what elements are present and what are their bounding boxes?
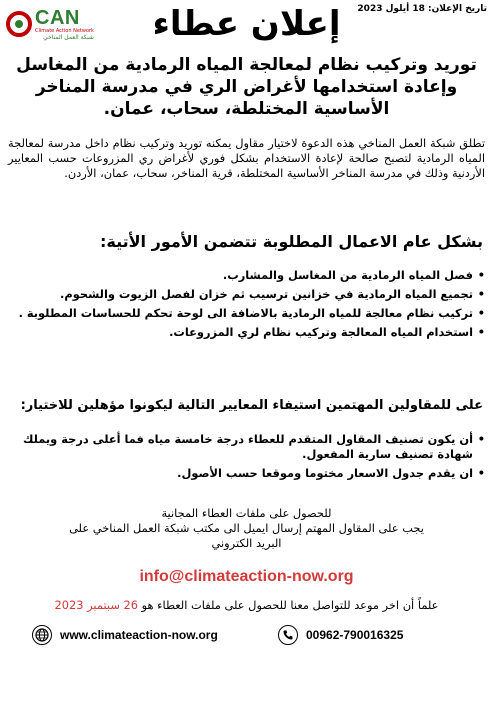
project-title-line: توريد وتركيب نظام لمعالجة المياه الرمادية من المغاسل bbox=[16, 55, 477, 75]
page-title: إعلان عطاء bbox=[152, 4, 341, 44]
list-item: • فصل المياه الرمادية من المغاسل والمشارب. bbox=[8, 268, 485, 283]
announcement-date: تاريخ الإعلان: 18 أيلول 2023 bbox=[357, 4, 487, 14]
list-item: • استخدام المياه المعالجة وتركيب نظام لري المزروعات. bbox=[8, 325, 485, 340]
free-files-note bbox=[20, 506, 473, 551]
logo-brand: CAN bbox=[35, 6, 80, 29]
list-item: • تجميع المياه الرمادية في خزانين ترسيب ثم خزان لفصل الزيوت والشحوم. bbox=[8, 287, 485, 302]
works-heading: بشكل عام الاعمال المطلوبة تتضمن الأمور الأتية: bbox=[100, 232, 483, 251]
project-title-line: وإعادة استخدامها لأغراض الري في مدرسة المناخر bbox=[35, 77, 458, 97]
phone-icon bbox=[278, 625, 298, 645]
list-item: • تركيب نظام معالجة للمياه الرمادية بالاضافة الى لوحة تحكم للحساسات المطلوبة . bbox=[8, 306, 485, 321]
intro-paragraph: تطلق شبكة العمل المناخي هذه الدعوة لاختيار مقاول يمكنه توريد وتركيب نظام داخل مدرسة لمعالجة المياه الرمادية لتصبح صالحة لإعادة الاستخدام بشكل فوري لأغراض ري المزروعات حسب المعايير الأردنية وذلك في مدرسة المناخر الأساسية المختلطة، قرية المناخر، سحاب، عمان، الأردن. bbox=[8, 136, 485, 180]
logo-subtitle: Climate Action Network bbox=[35, 27, 94, 34]
globe-icon bbox=[32, 625, 52, 645]
free-files-line: البريد الكتروني bbox=[211, 536, 282, 550]
list-item: • أن يكون تصنيف المقاول المتقدم للعطاء درجة خامسة مياه فما أعلى درجة ويملك شهادة تصنيف سارية المفعول. bbox=[8, 432, 485, 462]
deadline-text: علماً أن اخر موعد للتواصل معنا للحصول على ملفات العطاء هو bbox=[141, 598, 439, 612]
contact-email-link[interactable]: info@climateaction-now.org bbox=[139, 568, 354, 585]
deadline-note bbox=[0, 598, 493, 612]
works-list bbox=[8, 268, 485, 344]
footer-website bbox=[32, 624, 218, 646]
phone-number[interactable]: 00962-790016325 bbox=[306, 628, 404, 642]
project-title bbox=[14, 54, 479, 120]
list-item: • ان يقدم جدول الاسعار مختوما وموقعا حسب الأصول. bbox=[8, 466, 485, 481]
requirements-heading: على للمقاولين المهتمين استيفاء المعايير التالية ليكونوا مؤهلين للاختيار: bbox=[20, 398, 483, 413]
website-link[interactable]: www.climateaction-now.org bbox=[60, 628, 218, 642]
free-files-line: للحصول على ملفات العطاء المجانية bbox=[161, 506, 332, 520]
logo-arabic: شبكة العمل المناخي bbox=[43, 33, 94, 41]
deadline-date: 26 سبتمبر 2023 bbox=[54, 598, 138, 612]
free-files-line: يجب على المقاول المهتم إرسال ايميل الى مكتب شبكة العمل المناخي على bbox=[69, 521, 424, 535]
project-title-line: الأساسية المختلطة، سحاب، عمان. bbox=[103, 99, 390, 119]
footer-phone bbox=[278, 624, 403, 646]
requirements-list bbox=[8, 432, 485, 485]
